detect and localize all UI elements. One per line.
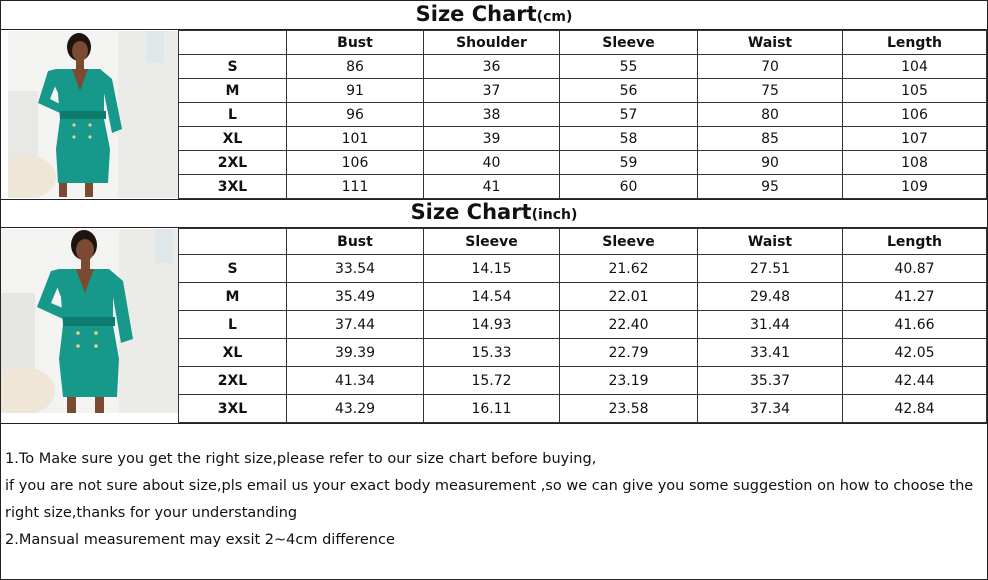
table-cell: 14.54 [424,283,560,311]
table-cell: 37 [424,79,560,103]
size-label: 3XL [179,175,287,199]
table-cell: 104 [843,55,987,79]
inch-chart-title-main: Size Chart [410,200,532,224]
header-cell: Sleeve [560,229,698,255]
cm-size-table [178,30,987,199]
size-label: L [179,311,287,339]
table-cell: 16.11 [424,395,560,423]
table-row [179,127,987,151]
note-line: right size,thanks for your understanding [5,505,298,521]
table-cell: 41.27 [843,283,987,311]
table-row [179,283,987,311]
size-label: M [179,79,287,103]
header-cell: Waist [698,31,843,55]
table-cell: 27.51 [698,255,843,283]
table-cell: 55 [560,55,698,79]
cm-chart-title [0,2,988,26]
header-cell: Length [843,229,987,255]
size-label: S [179,55,287,79]
table-cell: 86 [287,55,424,79]
header-cell [179,31,287,55]
table-cell: 85 [698,127,843,151]
table-cell: 36 [424,55,560,79]
table-header-row [179,31,987,55]
table-cell: 37.44 [287,311,424,339]
cm-chart-title-unit: (cm) [536,9,573,25]
header-cell: Sleeve [424,229,560,255]
table-row [179,311,987,339]
table-row [179,175,987,199]
note-line: 2.Mansual measurement may exsit 2~4cm difference [5,532,395,548]
table-cell: 42.84 [843,395,987,423]
inch-chart-title-unit: (inch) [531,207,578,223]
dress-model-image [1,229,178,413]
header-cell: Shoulder [424,31,560,55]
table-cell: 70 [698,55,843,79]
table-cell: 108 [843,151,987,175]
table-cell: 111 [287,175,424,199]
table-cell: 101 [287,127,424,151]
size-label: L [179,103,287,127]
inch-chart-title [0,200,988,224]
table-cell: 75 [698,79,843,103]
table-cell: 33.54 [287,255,424,283]
table-cell: 41.66 [843,311,987,339]
header-cell: Bust [287,31,424,55]
table-cell: 56 [560,79,698,103]
table-cell: 40.87 [843,255,987,283]
size-label: XL [179,339,287,367]
table-cell: 31.44 [698,311,843,339]
table-cell: 59 [560,151,698,175]
header-cell: Bust [287,229,424,255]
table-cell: 90 [698,151,843,175]
table-row [179,79,987,103]
dress-photo-inch [1,229,178,413]
table-cell: 39.39 [287,339,424,367]
header-cell: Length [843,31,987,55]
table-cell: 91 [287,79,424,103]
size-label: 3XL [179,395,287,423]
table-cell: 106 [287,151,424,175]
table-cell: 33.41 [698,339,843,367]
table-cell: 105 [843,79,987,103]
table-row [179,103,987,127]
sizing-notes [5,446,975,554]
table-cell: 21.62 [560,255,698,283]
table-cell: 22.79 [560,339,698,367]
table-cell: 29.48 [698,283,843,311]
table-cell: 23.19 [560,367,698,395]
dress-model-image [8,31,178,198]
table-row [179,55,987,79]
table-header-row [179,229,987,255]
table-row [179,367,987,395]
divider [0,423,988,424]
size-label: 2XL [179,151,287,175]
table-cell: 23.58 [560,395,698,423]
table-cell: 14.93 [424,311,560,339]
table-cell: 22.40 [560,311,698,339]
header-cell: Waist [698,229,843,255]
table-cell: 107 [843,127,987,151]
table-row [179,395,987,423]
size-label: M [179,283,287,311]
table-cell: 106 [843,103,987,127]
inch-size-table [178,228,987,423]
table-row [179,255,987,283]
size-label: XL [179,127,287,151]
table-cell: 96 [287,103,424,127]
table-cell: 35.49 [287,283,424,311]
table-cell: 42.05 [843,339,987,367]
note-line: 1.To Make sure you get the right size,please refer to our size chart before buying, [5,451,597,467]
table-cell: 40 [424,151,560,175]
table-cell: 43.29 [287,395,424,423]
header-cell: Sleeve [560,31,698,55]
cm-chart-title-main: Size Chart [415,2,537,26]
table-cell: 37.34 [698,395,843,423]
table-cell: 22.01 [560,283,698,311]
table-cell: 35.37 [698,367,843,395]
size-label: 2XL [179,367,287,395]
table-cell: 15.72 [424,367,560,395]
table-row [179,339,987,367]
table-cell: 60 [560,175,698,199]
header-cell [179,229,287,255]
table-row [179,151,987,175]
table-cell: 80 [698,103,843,127]
table-cell: 14.15 [424,255,560,283]
dress-photo-cm [8,31,178,198]
note-line: if you are not sure about size,pls email us your exact body measurement ,so we can give you some suggestion on how to choose the [5,478,974,494]
table-cell: 41.34 [287,367,424,395]
table-cell: 39 [424,127,560,151]
table-cell: 58 [560,127,698,151]
table-cell: 109 [843,175,987,199]
table-cell: 95 [698,175,843,199]
table-cell: 57 [560,103,698,127]
size-label: S [179,255,287,283]
table-cell: 38 [424,103,560,127]
table-cell: 42.44 [843,367,987,395]
table-cell: 41 [424,175,560,199]
table-cell: 15.33 [424,339,560,367]
